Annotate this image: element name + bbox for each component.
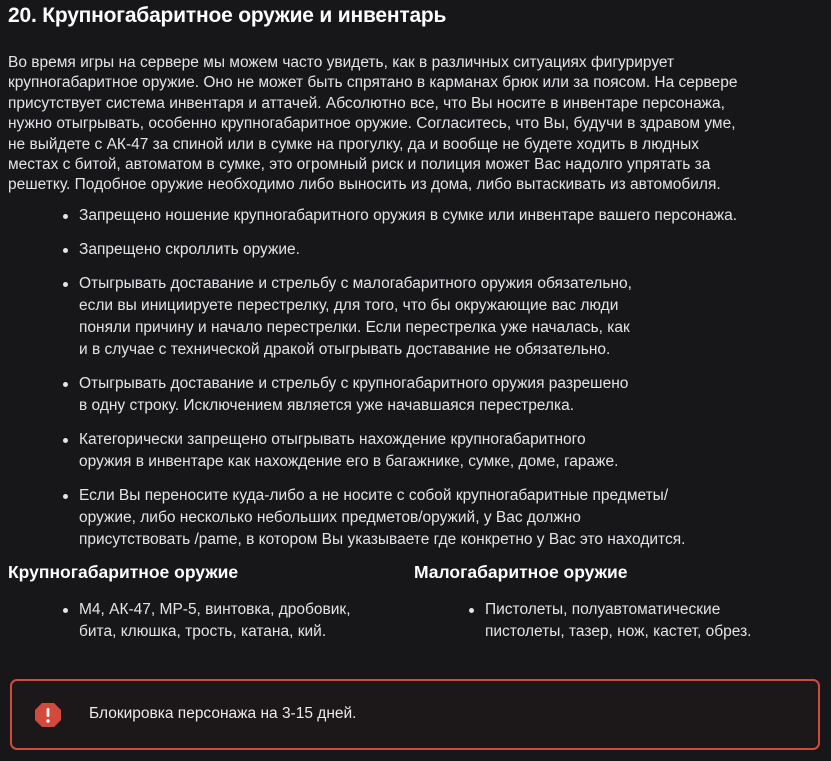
rule-line: Категорически запрещено отыгрывать нахождение крупногабаритного xyxy=(79,431,586,448)
rule-line: и в случае с технической дракой отыгрывать доставание не обязательно. xyxy=(79,341,611,358)
small-weapons-line: пистолеты, тазер, нож, кастет, обрез. xyxy=(485,623,752,640)
large-weapons-line: бита, клюшка, трость, катана, кий. xyxy=(79,623,327,640)
rule-line: присутствовать /pame, в котором Вы указываете где конкретно у Вас это находится. xyxy=(79,531,686,548)
rule-line: Запрещено ношение крупногабаритного оружия в сумке или инвентаре вашего персонажа. xyxy=(79,207,738,224)
small-weapons-heading: Малогабаритное оружие xyxy=(414,562,628,582)
intro-line: не выйдете с АК-47 за спиной или в сумке на прогулку, да и вообще не будете ходить в людных xyxy=(8,135,699,153)
intro-line: крупногабаритное оружие. Оно не может быть спрятано в карманах брюк или за поясом. На сервере xyxy=(8,74,738,92)
intro-line: решетку. Подобное оружие необходимо либо выносить из дома, либо вытаскивать из автомобиля. xyxy=(8,176,721,194)
intro-line: нужно отыгрывать, особенно крупногабаритное оружие. Согласитесь, что Вы, будучи в здравом уме, xyxy=(8,115,736,133)
rule-line: Отыгрывать доставание и стрельбу с малогабаритного оружия обязательно, xyxy=(79,275,632,292)
penalty-text: Блокировка персонажа на 3-15 дней. xyxy=(89,705,357,722)
small-weapons-item xyxy=(485,599,751,643)
large-weapons-item xyxy=(79,599,351,643)
rules-list xyxy=(79,205,819,563)
large-weapons-list xyxy=(79,599,351,643)
warning-octagon-icon xyxy=(34,702,62,728)
small-weapons-list xyxy=(485,599,751,643)
rule-item xyxy=(79,205,819,227)
rule-line: Запрещено скроллить оружие. xyxy=(79,241,300,258)
rule-line: если вы инициируете перестрелку, для того, что бы окружающие вас люди xyxy=(79,297,619,314)
small-weapons-line: Пистолеты, полуавтоматические xyxy=(485,601,721,618)
rule-line: Если Вы переносите куда-либо а не носите с собой крупногабаритные предметы/ xyxy=(79,487,669,504)
rule-item xyxy=(79,373,819,417)
rule-line: поняли причину и начало перестрелки. Если перестрелка уже началась, как xyxy=(79,319,630,336)
section-intro xyxy=(8,53,818,196)
penalty-notice xyxy=(10,679,820,750)
rule-item xyxy=(79,273,819,361)
rule-line: оружие, либо несколько небольших предметов/оружий, у Вас должно xyxy=(79,509,581,526)
large-weapons-heading: Крупногабаритное оружие xyxy=(8,562,239,582)
rule-item xyxy=(79,485,819,551)
section-title: 20. Крупногабаритное оружие и инвентарь xyxy=(8,4,447,27)
rule-line: в одну строку. Исключением является уже начавшаяся перестрелка. xyxy=(79,397,575,414)
intro-line: присутствует система инвентаря и аттачей. Абсолютно все, что Вы носите в инвентаре персонажа, xyxy=(8,94,725,112)
intro-line: Во время игры на сервере мы можем часто увидеть, как в различных ситуациях фигурирует xyxy=(8,54,675,71)
rule-item xyxy=(79,239,819,261)
rule-line: Отыгрывать доставание и стрельбу с крупногабаритного оружия разрешено xyxy=(79,375,629,392)
rule-item xyxy=(79,429,819,473)
rule-line: оружия в инвентаре как нахождение его в багажнике, сумке, доме, гараже. xyxy=(79,453,619,470)
intro-line: местах с битой, автоматом в сумке, это огромный риск и полиция может Вас надолго упрятать за xyxy=(8,156,711,174)
large-weapons-line: M4, АК-47, MP-5, винтовка, дробовик, xyxy=(79,601,351,618)
